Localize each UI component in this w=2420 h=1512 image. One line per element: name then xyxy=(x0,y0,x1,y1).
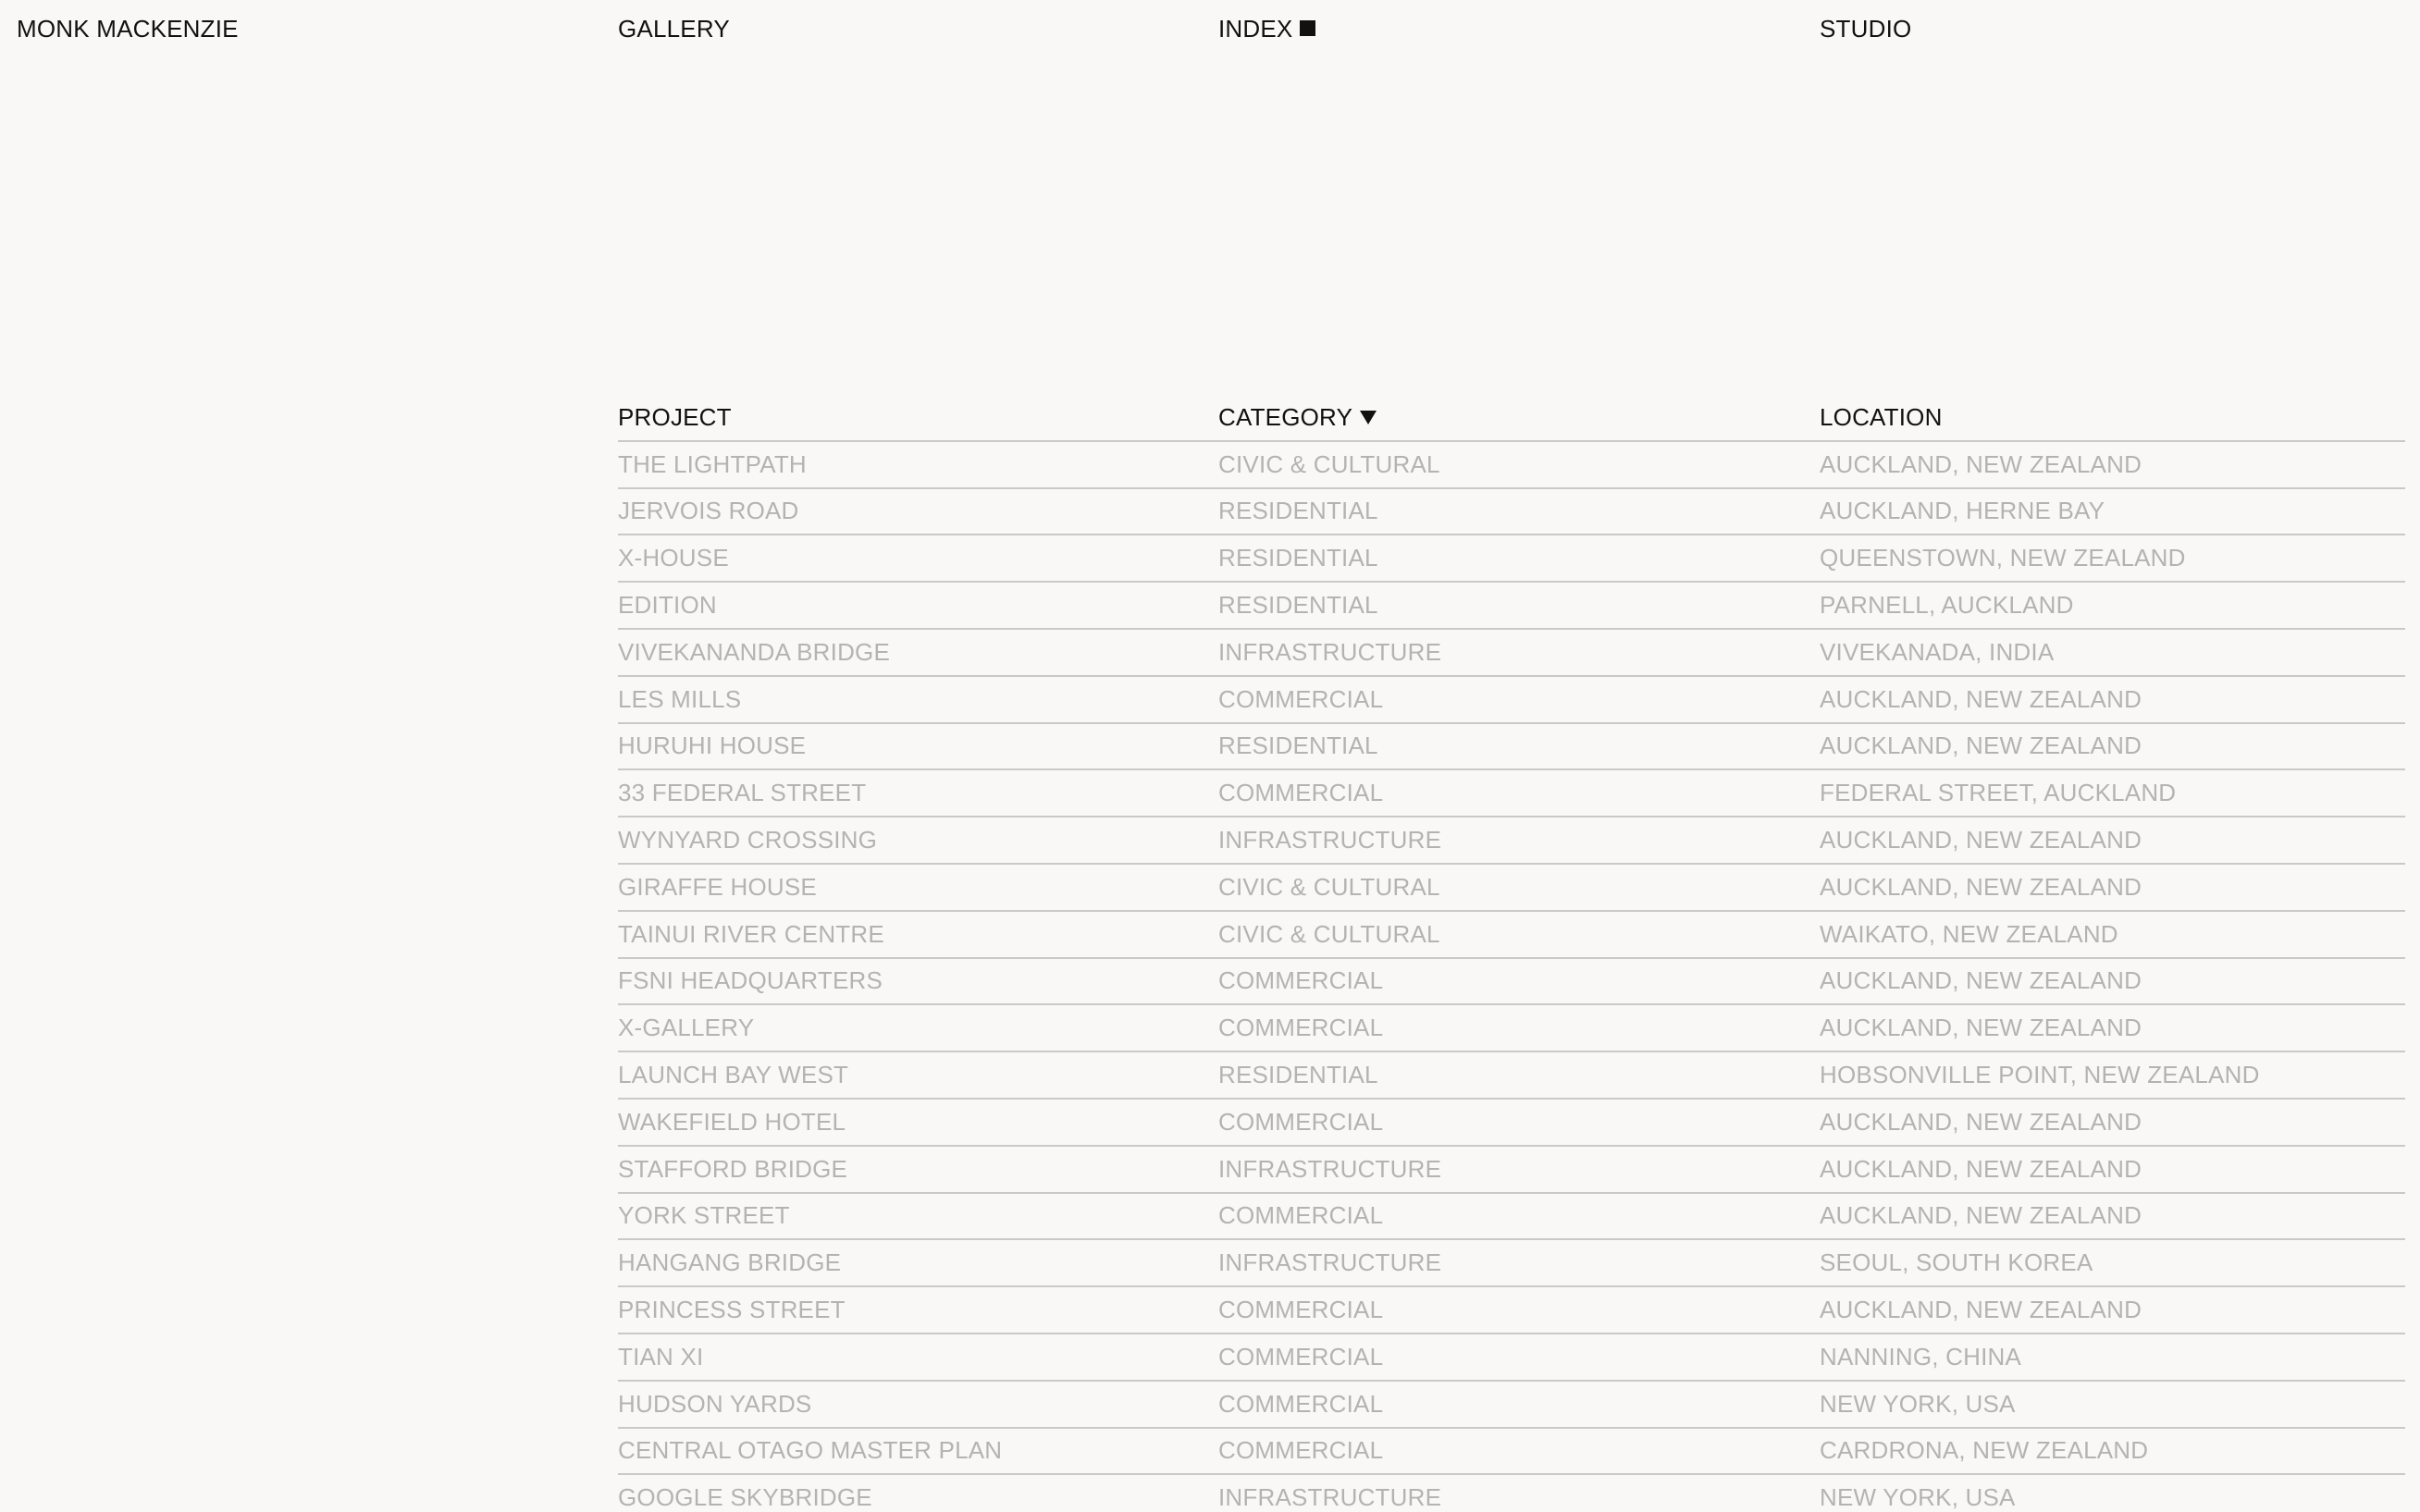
nav-index-link[interactable] xyxy=(1218,13,1315,44)
project-cell: YORK STREET xyxy=(618,1201,790,1230)
table-body xyxy=(618,442,2405,1512)
location-cell: VIVEKANADA, INDIA xyxy=(1820,637,2055,666)
table-row[interactable] xyxy=(618,1287,2405,1334)
category-cell: COMMERCIAL xyxy=(1218,1296,1384,1324)
project-cell: 33 FEDERAL STREET xyxy=(618,779,867,807)
category-cell: RESIDENTIAL xyxy=(1218,731,1378,760)
header-project-label: PROJECT xyxy=(618,402,732,431)
location-cell: NEW YORK, USA xyxy=(1820,1483,2016,1512)
project-cell: TIAN XI xyxy=(618,1342,704,1371)
location-cell: AUCKLAND, HERNE BAY xyxy=(1820,497,2105,525)
location-cell: AUCKLAND, NEW ZEALAND xyxy=(1820,1201,2142,1230)
project-cell: HANGANG BRIDGE xyxy=(618,1248,842,1277)
table-row[interactable] xyxy=(618,442,2405,489)
location-cell: PARNELL, AUCKLAND xyxy=(1820,591,2074,620)
active-square-icon xyxy=(1300,20,1315,36)
location-cell: SEOUL, SOUTH KOREA xyxy=(1820,1248,2093,1277)
project-cell: X-HOUSE xyxy=(618,544,729,572)
table-row[interactable] xyxy=(618,489,2405,536)
table-row[interactable] xyxy=(618,1005,2405,1052)
project-cell: LAUNCH BAY WEST xyxy=(618,1061,849,1089)
location-cell: AUCKLAND, NEW ZEALAND xyxy=(1820,872,2142,901)
project-cell: TAINUI RIVER CENTRE xyxy=(618,919,884,948)
table-row[interactable] xyxy=(618,535,2405,583)
table-row[interactable] xyxy=(618,1052,2405,1100)
nav-studio-link[interactable]: STUDIO xyxy=(1820,15,1912,43)
table-row[interactable] xyxy=(618,817,2405,865)
table-row[interactable] xyxy=(618,1382,2405,1429)
location-cell: NANNING, CHINA xyxy=(1820,1342,2022,1371)
category-cell: INFRASTRUCTURE xyxy=(1218,826,1442,854)
header-location-label: LOCATION xyxy=(1820,402,1943,431)
project-cell: GOOGLE SKYBRIDGE xyxy=(618,1483,872,1512)
category-cell: COMMERCIAL xyxy=(1218,684,1384,713)
project-cell: EDITION xyxy=(618,591,717,620)
location-cell: AUCKLAND, NEW ZEALAND xyxy=(1820,449,2142,478)
category-cell: CIVIC & CULTURAL xyxy=(1218,919,1440,948)
table-row[interactable] xyxy=(618,1147,2405,1194)
table-row[interactable] xyxy=(618,724,2405,771)
table-row[interactable] xyxy=(618,912,2405,959)
category-cell: INFRASTRUCTURE xyxy=(1218,637,1442,666)
category-cell: COMMERCIAL xyxy=(1218,1107,1384,1136)
category-cell: RESIDENTIAL xyxy=(1218,591,1378,620)
header-location[interactable] xyxy=(1820,395,1943,440)
table-row[interactable] xyxy=(618,1334,2405,1382)
project-cell: FSNI HEADQUARTERS xyxy=(618,966,883,995)
category-cell: COMMERCIAL xyxy=(1218,1201,1384,1230)
location-cell: NEW YORK, USA xyxy=(1820,1389,2016,1418)
location-cell: QUEENSTOWN, NEW ZEALAND xyxy=(1820,544,2186,572)
table-row[interactable] xyxy=(618,1100,2405,1147)
brand-link[interactable]: MONK MACKENZIE xyxy=(17,15,239,43)
table-row[interactable] xyxy=(618,677,2405,724)
project-cell: LES MILLS xyxy=(618,684,742,713)
category-cell: COMMERCIAL xyxy=(1218,1342,1384,1371)
top-nav xyxy=(0,13,2420,50)
table-header-row xyxy=(618,395,2405,442)
location-cell: AUCKLAND, NEW ZEALAND xyxy=(1820,1014,2142,1042)
category-cell: COMMERCIAL xyxy=(1218,966,1384,995)
project-cell: HURUHI HOUSE xyxy=(618,731,807,760)
location-cell: CARDRONA, NEW ZEALAND xyxy=(1820,1436,2149,1465)
nav-gallery-link[interactable]: GALLERY xyxy=(618,15,730,43)
project-cell: PRINCESS STREET xyxy=(618,1296,846,1324)
table-row[interactable] xyxy=(618,1475,2405,1512)
category-cell: RESIDENTIAL xyxy=(1218,544,1378,572)
table-row[interactable] xyxy=(618,630,2405,677)
category-cell: COMMERCIAL xyxy=(1218,1014,1384,1042)
location-cell: AUCKLAND, NEW ZEALAND xyxy=(1820,826,2142,854)
table-row[interactable] xyxy=(618,1194,2405,1241)
category-cell: INFRASTRUCTURE xyxy=(1218,1248,1442,1277)
category-cell: CIVIC & CULTURAL xyxy=(1218,449,1440,478)
project-cell: STAFFORD BRIDGE xyxy=(618,1154,848,1183)
category-cell: COMMERCIAL xyxy=(1218,779,1384,807)
nav-index-label: INDEX xyxy=(1218,15,1293,43)
location-cell: AUCKLAND, NEW ZEALAND xyxy=(1820,1296,2142,1324)
table-row[interactable] xyxy=(618,770,2405,817)
table-row[interactable] xyxy=(618,1240,2405,1287)
location-cell: AUCKLAND, NEW ZEALAND xyxy=(1820,1107,2142,1136)
table-row[interactable] xyxy=(618,959,2405,1006)
location-cell: FEDERAL STREET, AUCKLAND xyxy=(1820,779,2177,807)
project-cell: GIRAFFE HOUSE xyxy=(618,872,817,901)
category-cell: RESIDENTIAL xyxy=(1218,1061,1378,1089)
table-row[interactable] xyxy=(618,583,2405,630)
header-category-label: CATEGORY xyxy=(1218,402,1353,431)
location-cell: AUCKLAND, NEW ZEALAND xyxy=(1820,1154,2142,1183)
location-cell: HOBSONVILLE POINT, NEW ZEALAND xyxy=(1820,1061,2260,1089)
sort-descending-icon[interactable] xyxy=(1360,411,1377,424)
category-cell: COMMERCIAL xyxy=(1218,1436,1384,1465)
project-cell: THE LIGHTPATH xyxy=(618,449,807,478)
project-cell: X-GALLERY xyxy=(618,1014,755,1042)
header-project[interactable] xyxy=(618,395,732,440)
category-cell: RESIDENTIAL xyxy=(1218,497,1378,525)
project-cell: WAKEFIELD HOTEL xyxy=(618,1107,846,1136)
category-cell: INFRASTRUCTURE xyxy=(1218,1154,1442,1183)
project-cell: HUDSON YARDS xyxy=(618,1389,812,1418)
project-cell: WYNYARD CROSSING xyxy=(618,826,878,854)
project-cell: JERVOIS ROAD xyxy=(618,497,799,525)
location-cell: AUCKLAND, NEW ZEALAND xyxy=(1820,966,2142,995)
table-row[interactable] xyxy=(618,1429,2405,1476)
table-row[interactable] xyxy=(618,865,2405,912)
header-category[interactable] xyxy=(1218,395,1377,440)
project-index-table xyxy=(618,395,2405,1512)
project-cell: VIVEKANANDA BRIDGE xyxy=(618,637,891,666)
location-cell: AUCKLAND, NEW ZEALAND xyxy=(1820,684,2142,713)
category-cell: INFRASTRUCTURE xyxy=(1218,1483,1442,1512)
location-cell: AUCKLAND, NEW ZEALAND xyxy=(1820,731,2142,760)
project-cell: CENTRAL OTAGO MASTER PLAN xyxy=(618,1436,1003,1465)
location-cell: WAIKATO, NEW ZEALAND xyxy=(1820,919,2118,948)
category-cell: COMMERCIAL xyxy=(1218,1389,1384,1418)
category-cell: CIVIC & CULTURAL xyxy=(1218,872,1440,901)
